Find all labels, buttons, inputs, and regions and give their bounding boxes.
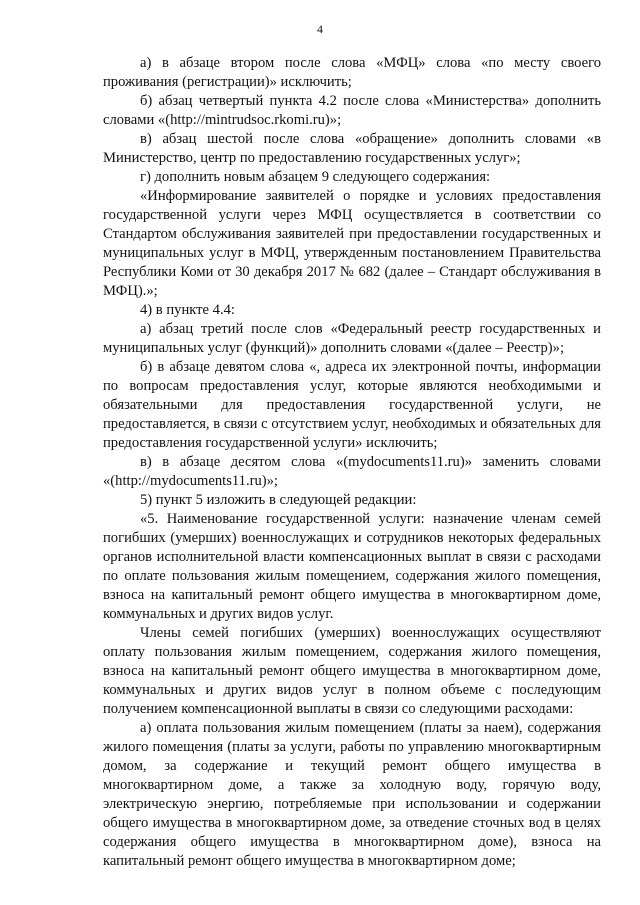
paragraph-4v: в) в абзаце десятом слова «(mydocuments11.ru)» заменить словами «(http://mydocuments11.ru)»; xyxy=(103,454,601,489)
paragraph-1b: б) абзац четвертый пункта 4.2 после слова «Министерства» дополнить словами «(http://mintrudsoc.rkomi.ru)»; xyxy=(103,93,601,128)
paragraph-service-name: «5. Наименование государственной услуги: назначение членам семей погибших (умерших) военнослужащих и сотрудников некоторых федеральных органов исполнительной власти компенсационных выплат в связи с расходами по оплате пользования жилым помещением, содержания жилого помещения, взноса на капитальный ремонт общего имущества в многоквартирном доме, коммунальных и других видов услуг. xyxy=(103,511,601,622)
paragraph-item-5: 5) пункт 5 изложить в следующей редакции: xyxy=(140,492,417,508)
paragraph-5a: а) оплата пользования жилым помещением (платы за наем), содержания жилого помещения (платы за услуги, работы по управлению многоквартирным домом, за содержание и текущий ремонт общего имущества в многоквартирном доме, а также за холодную воду, горячую воду, электрическую энергию, потребляемые при использовании и содержании общего имущества в многоквартирном доме, за отведение сточных вод в целях содержания общего имущества в многоквартирном доме), взноса на капитальный ремонт общего имущества в многоквартирном доме; xyxy=(103,720,601,869)
paragraph-1a: а) в абзаце втором после слова «МФЦ» слова «по месту своего проживания (регистрации)» исключить; xyxy=(103,55,601,90)
paragraph-1v: в) абзац шестой после слова «обращение» дополнить словами «в Министерство, центр по предоставлению государственных услуг»; xyxy=(103,131,601,166)
document-body xyxy=(103,54,601,871)
paragraph-new-abzac-9: «Информирование заявителей о порядке и условиях предоставления государственной услуги через МФЦ осуществляется в соответствии со Стандартом обслуживания заявителей при предоставлении государственных и муниципальных услуг в МФЦ, утвержденным постановлением Правительства Республики Коми от 30 декабря 2017 № 682 (далее – Стандарт обслуживания в МФЦ).»; xyxy=(103,188,601,299)
paragraph-item-4: 4) в пункте 4.4: xyxy=(140,302,235,318)
paragraph-1g: г) дополнить новым абзацем 9 следующего содержания: xyxy=(140,169,491,185)
paragraph-4a: а) абзац третий после слов «Федеральный реестр государственных и муниципальных услуг (функций)» дополнить словами «(далее – Реестр)»; xyxy=(103,321,601,356)
paragraph-4b: б) в абзаце девятом слова «, адреса их электронной почты, информации по вопросам предоставления услуг, которые являются необходимыми и обязательными для предоставления государственной услуги, не предоставляется, в связи с отсутствием услуг, необходимых и обязательных для предоставления государственной услуги» исключить; xyxy=(103,359,601,451)
paragraph-family-members: Члены семей погибших (умерших) военнослужащих осуществляют оплату пользования жилым помещением, содержания жилого помещения, взноса на капитальный ремонт общего имущества в многоквартирном доме, коммунальных и других видов услуг в полном объеме с последующим получением компенсационной выплаты в связи со следующими расходами: xyxy=(103,625,601,717)
page-number: 4 xyxy=(317,22,323,36)
